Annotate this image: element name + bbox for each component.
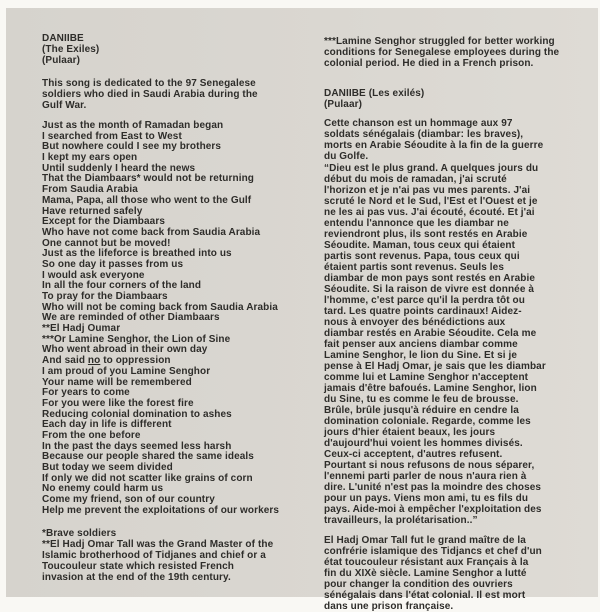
text-line: But today we seem divided bbox=[42, 463, 312, 474]
text-line: In the past the days seemed less harsh bbox=[42, 442, 312, 453]
text-line: (Pulaar) bbox=[42, 55, 312, 66]
text-line: fait penser aux anciens diambar comme bbox=[324, 339, 599, 350]
text-line: entendu l'annonce que les diambar ne bbox=[324, 218, 599, 229]
text-line: morts en Arabie Séoudite à la fin de la guerre bbox=[324, 140, 599, 151]
text-line: travailleurs, la prolétarisation..” bbox=[324, 515, 599, 526]
text-line: domination coloniale. Regarde, comme les bbox=[324, 416, 599, 427]
text-line: fin du XIXè siècle. Lamine Senghor a lutté bbox=[324, 568, 599, 579]
lyrics-french-translation bbox=[324, 163, 599, 526]
text-line: From Saudia Arabia bbox=[42, 185, 312, 196]
text-line: l'ennemi parti parler de nous n'aura rien à bbox=[324, 471, 599, 482]
text-line: But nowhere could I see my brothers bbox=[42, 142, 312, 153]
text-line: Mama, Papa, all those who went to the Gulf bbox=[42, 196, 312, 207]
song-title-french bbox=[324, 88, 599, 110]
text-line: étaient partis sont revenus. Seuls les bbox=[324, 262, 599, 273]
text-line: That the Diambaars* would not be returning bbox=[42, 174, 312, 185]
text-line: partis sont revenus. Papa, tous ceux qui bbox=[324, 251, 599, 262]
text-line: Who will not be coming back from Saudia Arabia bbox=[42, 303, 312, 314]
text-line: “Dieu est le plus grand. A quelques jours du bbox=[324, 163, 599, 174]
text-line: ne les ai pas vus. J'ai écouté, écouté. Et j'ai bbox=[324, 207, 599, 218]
text-line: I searched from East to West bbox=[42, 132, 312, 143]
text-line: I would ask everyone bbox=[42, 271, 312, 282]
text-line: diambar de mon pays sont restés en Arabie bbox=[324, 273, 599, 284]
text-line: If only we did not scatter like grains of corn bbox=[42, 474, 312, 485]
lyrics-english bbox=[42, 121, 312, 516]
text-line: To pray for the Diambaars bbox=[42, 292, 312, 303]
text-line: Your name will be remembered bbox=[42, 378, 312, 389]
booklet-scan-page bbox=[6, 8, 598, 597]
song-title-english bbox=[42, 33, 312, 66]
text-line: Lamine Senghor, le lion du Sine. Et si je bbox=[324, 350, 599, 361]
text-line: Toucouleur state which resisted French bbox=[42, 561, 312, 572]
text-line: For years to come bbox=[42, 388, 312, 399]
text-line: reviendront plus, ils sont restés en Arabie bbox=[324, 229, 599, 240]
text-line: In all the four corners of the land bbox=[42, 281, 312, 292]
text-line: We are reminded of other Diambaars bbox=[42, 313, 312, 324]
text-line: du Sine, tu es comme le feu de brousse. bbox=[324, 394, 599, 405]
text-line: DANIIBE (Les exilés) bbox=[324, 88, 599, 99]
text-line: For you were like the forest fire bbox=[42, 399, 312, 410]
text-line: conditions for Senegalese employees during the bbox=[324, 47, 599, 58]
text-line: This song is dedicated to the 97 Senegalese bbox=[42, 78, 312, 89]
text-line: Brûle, brûle jusqu'à réduire en cendre la bbox=[324, 405, 599, 416]
text-line: No enemy could harm us bbox=[42, 484, 312, 495]
text-line: sénégalais dans l'état colonial. Il est mort bbox=[324, 590, 599, 601]
text-line: d'aujourd'hui voient les hommes divisés. bbox=[324, 438, 599, 449]
text-line: Who have not come back from Saudia Arabia bbox=[42, 228, 312, 239]
text-line: confrérie islamique des Tidjancs et chef d'un bbox=[324, 546, 599, 557]
text-line: Because our people shared the same ideals bbox=[42, 452, 312, 463]
text-line: l'homme, c'est parce qu'il la perdra tôt ou bbox=[324, 295, 599, 306]
text-line: nous à envoyer des bénédictions aux bbox=[324, 317, 599, 328]
text-line: colonial period. He died in a French prison. bbox=[324, 58, 599, 69]
text-line: I kept my ears open bbox=[42, 153, 312, 164]
text-line: dire. L'unité n'est pas la moindre des choses bbox=[324, 482, 599, 493]
text-line: Until suddenly I heard the news bbox=[42, 164, 312, 175]
text-line: Just as the month of Ramadan began bbox=[42, 121, 312, 132]
text-line: dans une prison française. bbox=[324, 601, 599, 612]
text-line: Séoudite. Si la raison de vivre est donnée à bbox=[324, 284, 599, 295]
footnotes-english bbox=[42, 528, 312, 583]
dedication-paragraph-french bbox=[324, 118, 599, 162]
dedication-paragraph bbox=[42, 78, 312, 111]
text-line: soldats sénégalais (diambar: les braves), bbox=[324, 129, 599, 140]
text-line: I am proud of you Lamine Senghor bbox=[42, 367, 312, 378]
text-line: pour un pays. Viens mon ami, tu es fils du bbox=[324, 493, 599, 504]
text-line: And said no to oppression bbox=[42, 356, 312, 367]
closing-note-french bbox=[324, 535, 599, 612]
text-line: pense à El Hadj Omar, je sais que les diambar bbox=[324, 361, 599, 372]
text-line: **El Hadj Omar Tall was the Grand Master of the bbox=[42, 539, 312, 550]
text-line: Have returned safely bbox=[42, 207, 312, 218]
text-line: du Golfe. bbox=[324, 151, 599, 162]
text-line: **El Hadj Oumar bbox=[42, 324, 312, 335]
text-line: ***Or Lamine Senghor, the Lion of Sine bbox=[42, 335, 312, 346]
text-line: Who went abroad in their own day bbox=[42, 345, 312, 356]
text-line: Reducing colonial domination to ashes bbox=[42, 410, 312, 421]
text-line: (The Exiles) bbox=[42, 44, 312, 55]
text-line: diambar restés en Arabie Séoudite. Cela me bbox=[324, 328, 599, 339]
french-column bbox=[324, 36, 599, 612]
text-line: jamais d'être bafoués. Lamine Senghor, lion bbox=[324, 383, 599, 394]
text-line: One cannot but be moved! bbox=[42, 239, 312, 250]
text-line: soldiers who died in Saudi Arabia during the bbox=[42, 89, 312, 100]
text-line: tard. Les quatre points cardinaux! Aidez- bbox=[324, 306, 599, 317]
text-line: Ceux-ci acceptent, d'autres refusent. bbox=[324, 449, 599, 460]
text-line: Pourtant si nous refusons de nous séparer, bbox=[324, 460, 599, 471]
text-line: *Brave soldiers bbox=[42, 528, 312, 539]
text-line: début du mois de ramadan, j'ai scruté bbox=[324, 174, 599, 185]
text-line: Islamic brotherhood of Tidjanes and chief or a bbox=[42, 550, 312, 561]
text-line: jours d'hier étaient beaux, les jours bbox=[324, 427, 599, 438]
text-line: From the one before bbox=[42, 431, 312, 442]
text-line: Just as the lifeforce is breathed into us bbox=[42, 249, 312, 260]
text-line: scruté le Nord et le Sud, l'Est et l'Ouest et je bbox=[324, 196, 599, 207]
text-line: invasion at the end of the 19th century. bbox=[42, 572, 312, 583]
text-line: Séoudite. Maman, tous ceux qui étaient bbox=[324, 240, 599, 251]
english-column bbox=[42, 33, 312, 583]
senghor-footnote bbox=[324, 36, 599, 69]
text-line: DANIIBE bbox=[42, 33, 312, 44]
text-line: Each day in life is different bbox=[42, 420, 312, 431]
text-line: El Hadj Omar Tall fut le grand maître de la bbox=[324, 535, 599, 546]
text-line: l'horizon et je n'ai pas vu mes parents. J'ai bbox=[324, 185, 599, 196]
text-line: Come my friend, son of our country bbox=[42, 495, 312, 506]
text-line: Except for the Diambaars bbox=[42, 217, 312, 228]
text-line: pour changer la condition des ouvriers bbox=[324, 579, 599, 590]
text-line: ***Lamine Senghor struggled for better working bbox=[324, 36, 599, 47]
text-line: Gulf War. bbox=[42, 100, 312, 111]
text-line: So one day it passes from us bbox=[42, 260, 312, 271]
text-line: pays. Aide-moi à empêcher l'exploitation des bbox=[324, 504, 599, 515]
text-line: Cette chanson est un hommage aux 97 bbox=[324, 118, 599, 129]
text-line: Help me prevent the exploitations of our workers bbox=[42, 506, 312, 517]
text-line: comme lui et Lamine Senghor n'acceptent bbox=[324, 372, 599, 383]
text-line: (Pulaar) bbox=[324, 99, 599, 110]
text-line: état toucouleur résistant aux Français à la bbox=[324, 557, 599, 568]
